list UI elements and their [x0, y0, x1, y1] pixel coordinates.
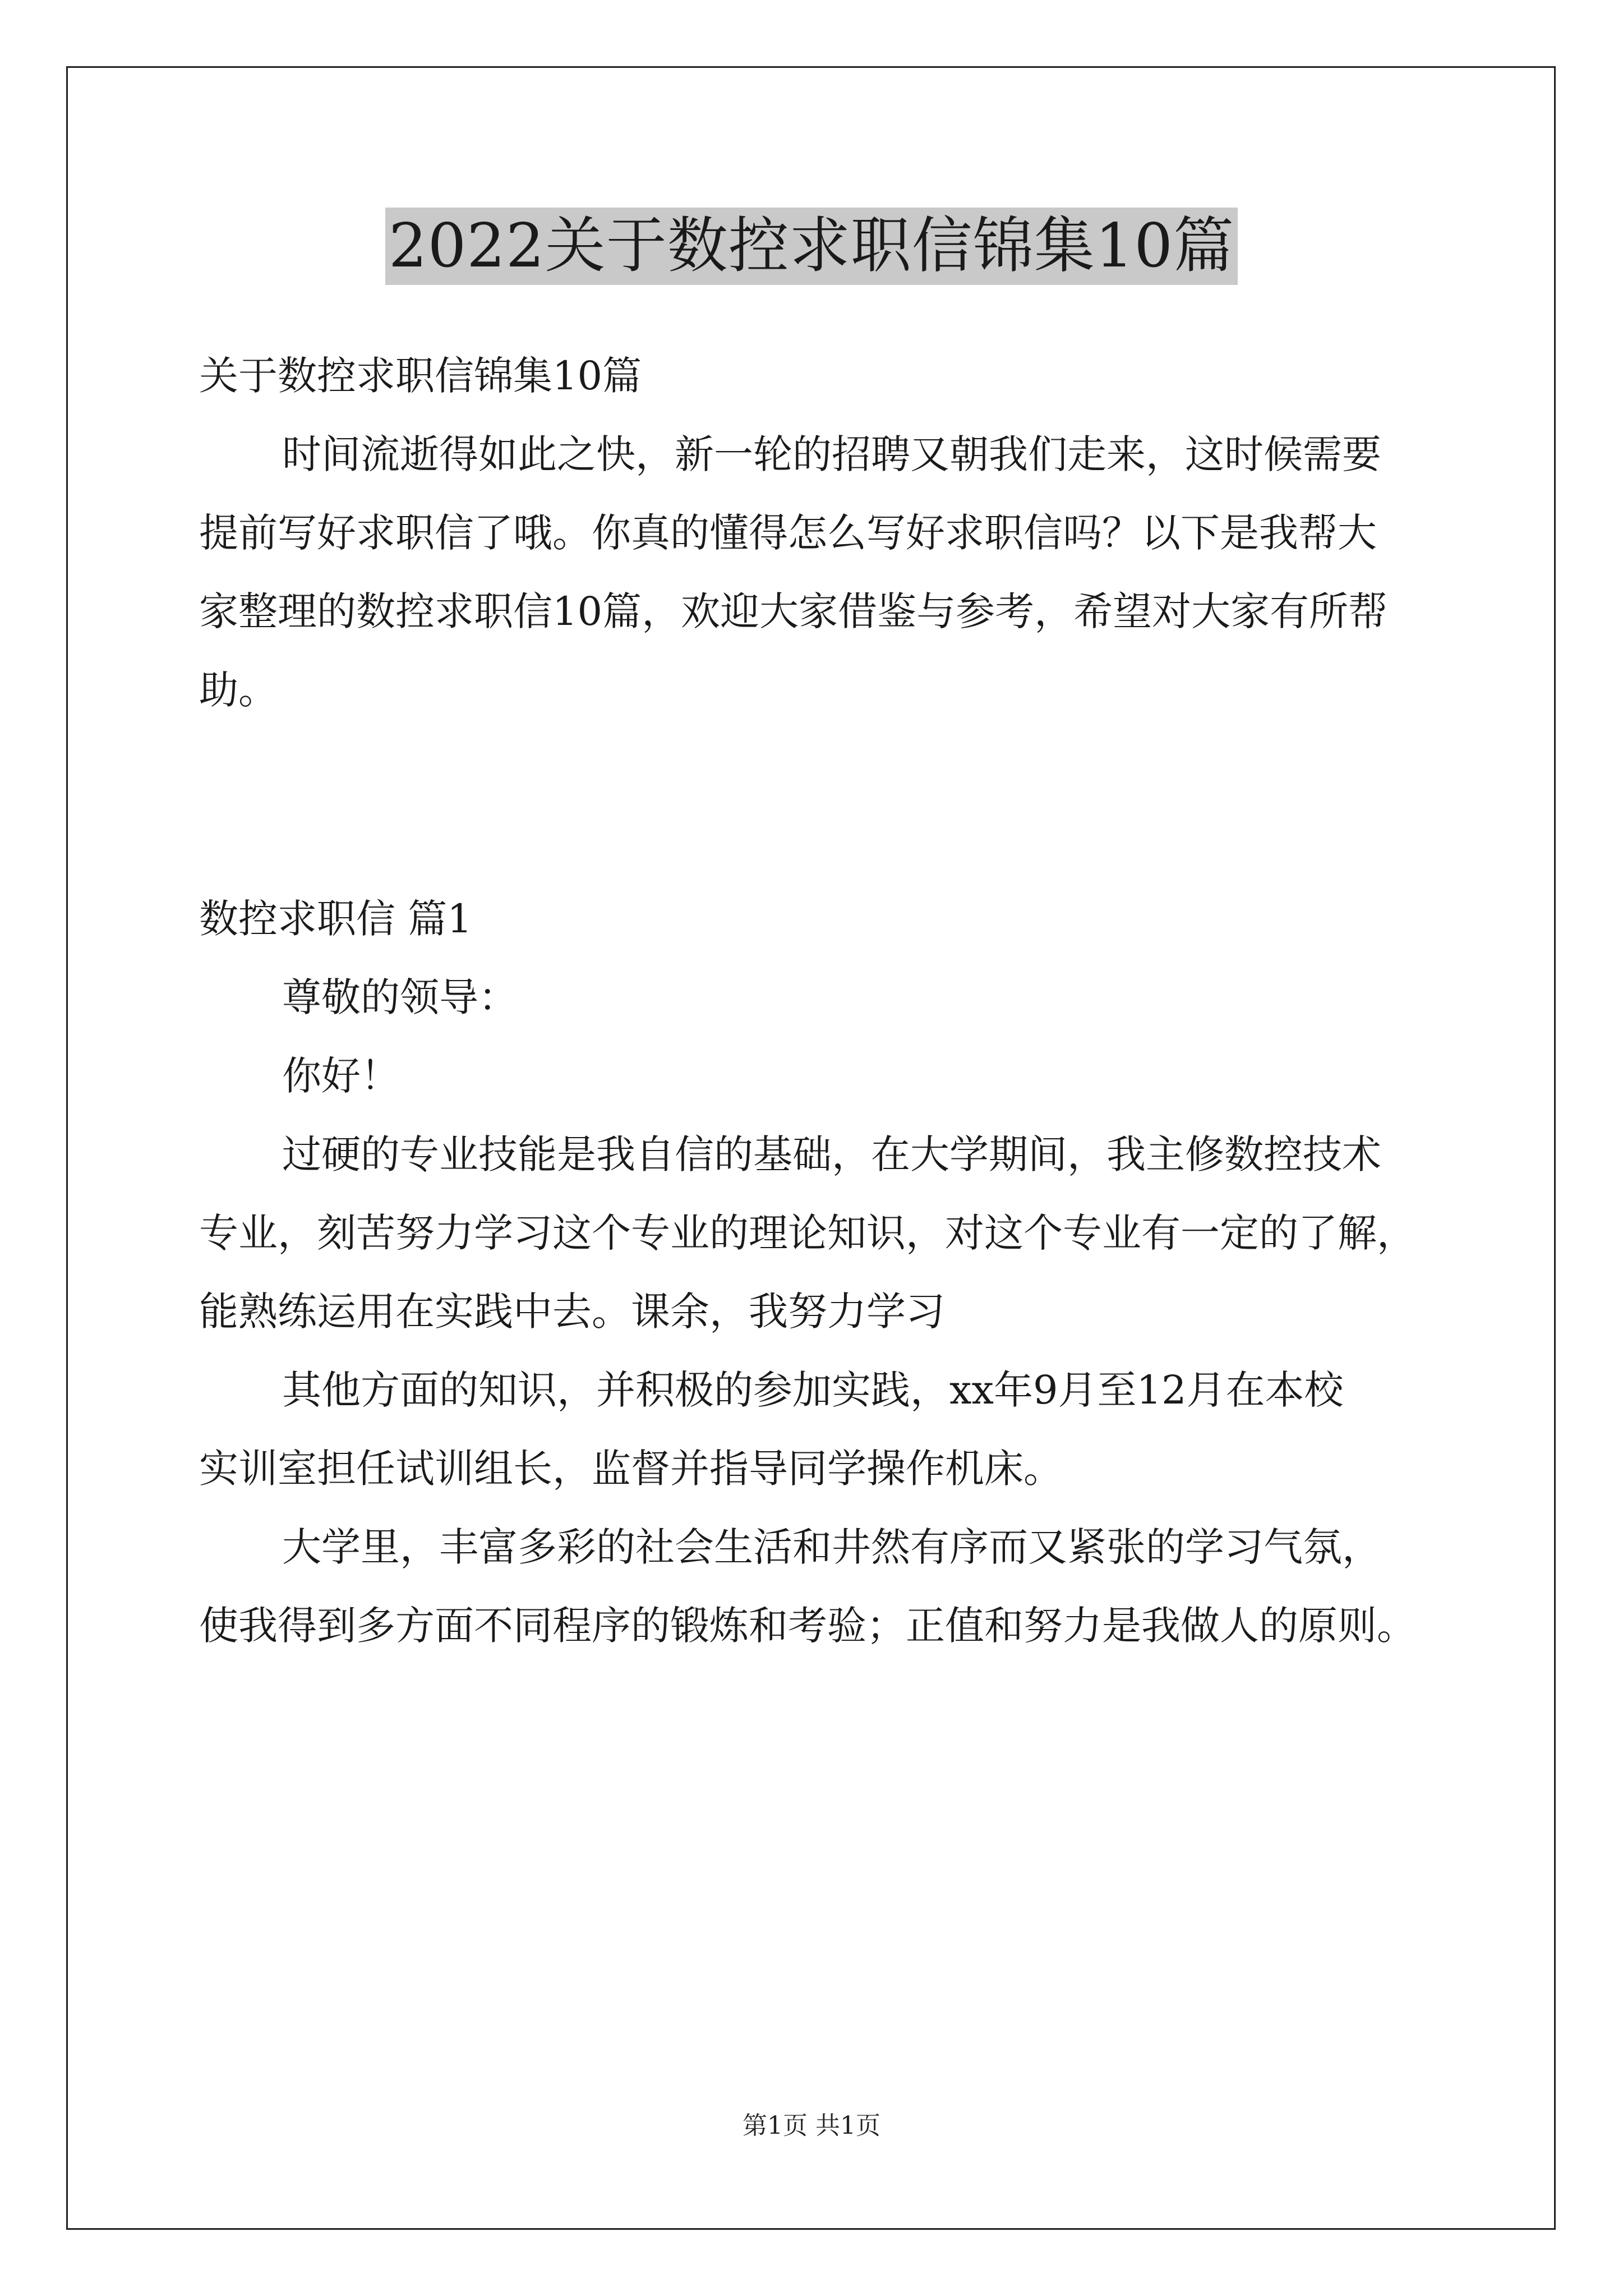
document-subtitle: 关于数控求职信锦集10篇: [199, 353, 642, 399]
intro-line-4: 助。: [199, 667, 278, 713]
document-body: [199, 337, 1433, 1665]
paragraph1-line-3: 能熟练运用在实践中去。课余，我努力学习: [199, 1289, 945, 1335]
paragraph2-line-2: 实训室担任试训组长，监督并指导同学操作机床。: [199, 1446, 1063, 1492]
paragraph1-line-2: 专业，刻苦努力学习这个专业的理论知识，对这个专业有一定的了解，: [199, 1210, 1416, 1256]
document-title: 2022关于数控求职信锦集10篇: [385, 208, 1238, 285]
section-spacer: [199, 729, 1433, 880]
title-container: [0, 208, 1623, 285]
paragraph1-line-1: 过硬的专业技能是我自信的基础，在大学期间，我主修数控技术: [282, 1131, 1381, 1177]
intro-line-1: 时间流逝得如此之快，新一轮的招聘又朝我们走来，这时候需要: [282, 431, 1381, 477]
page-footer: 第1页 共1页: [743, 2111, 880, 2140]
paragraph2-line-1: 其他方面的知识，并积极的参加实践，xx年9月至12月在本校: [282, 1367, 1344, 1413]
paragraph3-line-2: 使我得到多方面不同程序的锻炼和考验；正值和努力是我做人的原则。: [199, 1603, 1416, 1649]
intro-line-2: 提前写好求职信了哦。你真的懂得怎么写好求职信吗？以下是我帮大: [199, 510, 1377, 556]
salutation: 尊敬的领导：: [282, 974, 518, 1020]
section-heading: 数控求职信 篇1: [199, 896, 472, 942]
greeting: 你好！: [282, 1053, 400, 1099]
intro-line-3: 家整理的数控求职信10篇，欢迎大家借鉴与参考，希望对大家有所帮: [199, 588, 1388, 634]
paragraph3-line-1: 大学里，丰富多彩的社会生活和井然有序而又紧张的学习气氛，: [282, 1524, 1381, 1570]
